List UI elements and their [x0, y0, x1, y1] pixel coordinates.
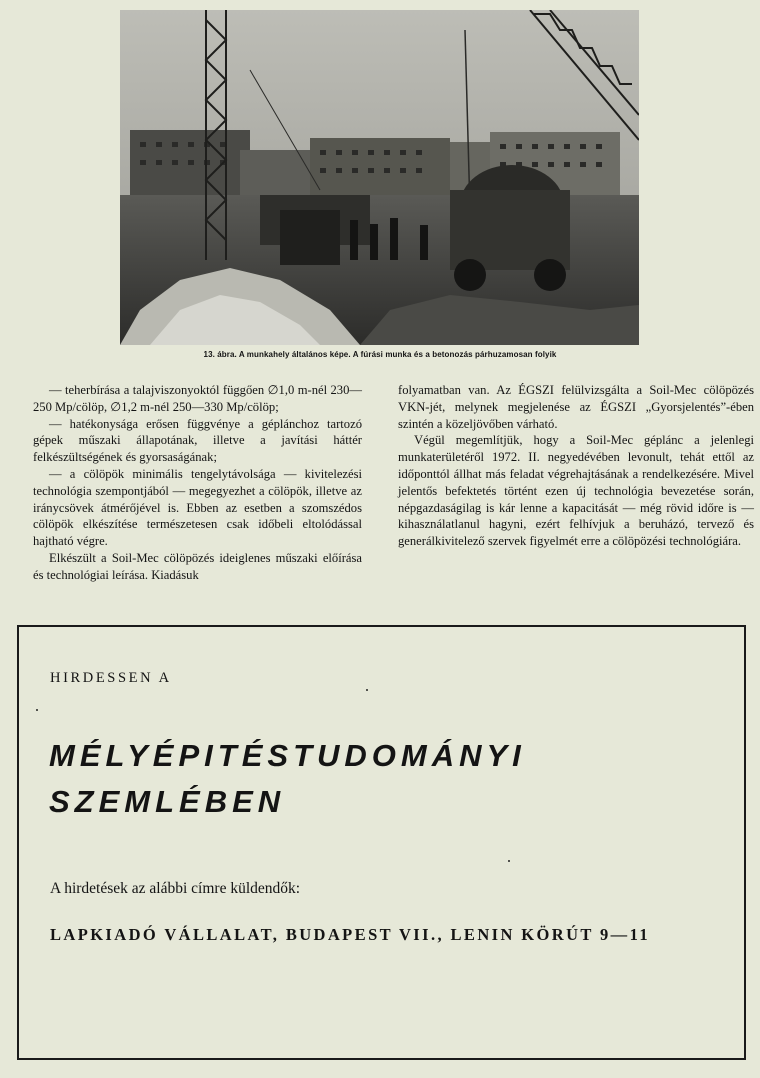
ad-address: LAPKIADÓ VÁLLALAT, BUDAPEST VII., LENIN KÖRÚT 9—11 — [50, 925, 650, 944]
print-speck — [36, 709, 38, 711]
ad-title-line: MÉLYÉPITÉSTUDOMÁNYI — [49, 738, 526, 773]
ad-note: A hirdetések az alábbi címre küldendők: — [50, 880, 301, 897]
paragraph: folyamatban van. Az ÉGSZI felülvizsgálta a Soil-Mec cölöpözés VKN-jét, melynek megjelenése az ÉGSZI „Gyorsjelentés”-ében szintén a közeljövőben várható. — [398, 383, 754, 431]
construction-site-photo — [120, 10, 639, 345]
paragraph: Elkészült a Soil-Mec cölöpözés ideiglenes műszaki előírása és technológiai leírása. Kiadásuk — [33, 550, 362, 582]
right-text-column — [398, 382, 754, 550]
paragraph: — hatékonysága erősen függvénye a géplánchoz tartozó gépek műszaki állapotának, illetve a javítási háttér felkészültségének és gyorsaságának; — [33, 416, 362, 465]
paragraph: — teherbírása a talajviszonyoktól függően ∅1,0 m-nél 230—250 Mp/cölöp, ∅1,2 m-nél 250—330 Mp/cölöp; — [33, 383, 362, 414]
paragraph: Végül megemlítjük, hogy a Soil-Mec géplánc a jelenlegi munkaterületéről 1972. II. negyedévében levonult, tehát ettől az időponttól állhat más feladat végrehajtásának a rendelkezésére. Mivel jelentős befektetés történt ezen új technológia bevezetése során, népgazdaságilag is kár lenne a kapacitását — még rövid időre is — kihasználatlanul hagyni, ezért felhívjuk a beruházó, tervező és generálkivitelező szervek figyelmét erre a cölöpözési technológiára. — [398, 433, 754, 549]
left-text-column — [33, 382, 362, 584]
ad-lead-text: HIRDESSEN A — [50, 670, 172, 686]
ad-title — [49, 733, 526, 825]
print-speck — [508, 860, 510, 862]
ad-title-line: SZEMLÉBEN — [49, 784, 286, 819]
print-speck — [366, 689, 368, 691]
paragraph: — a cölöpök minimális tengelytávolsága — kivitelezési technológia szempontjából — megegyezhet a cölöpök, illetve az iránycsövek átmérőjével is. Ebben az esetben a szomszédos cölöpök elkészítése természetesen csak időbeli eltolódással hajtható végre. — [33, 466, 362, 549]
advertisement-box — [17, 625, 746, 1060]
figure-caption: 13. ábra. A munkahely általános képe. A fúrási munka és a betonozás párhuzamosan folyik — [203, 350, 557, 359]
photo-illustration — [120, 10, 639, 345]
